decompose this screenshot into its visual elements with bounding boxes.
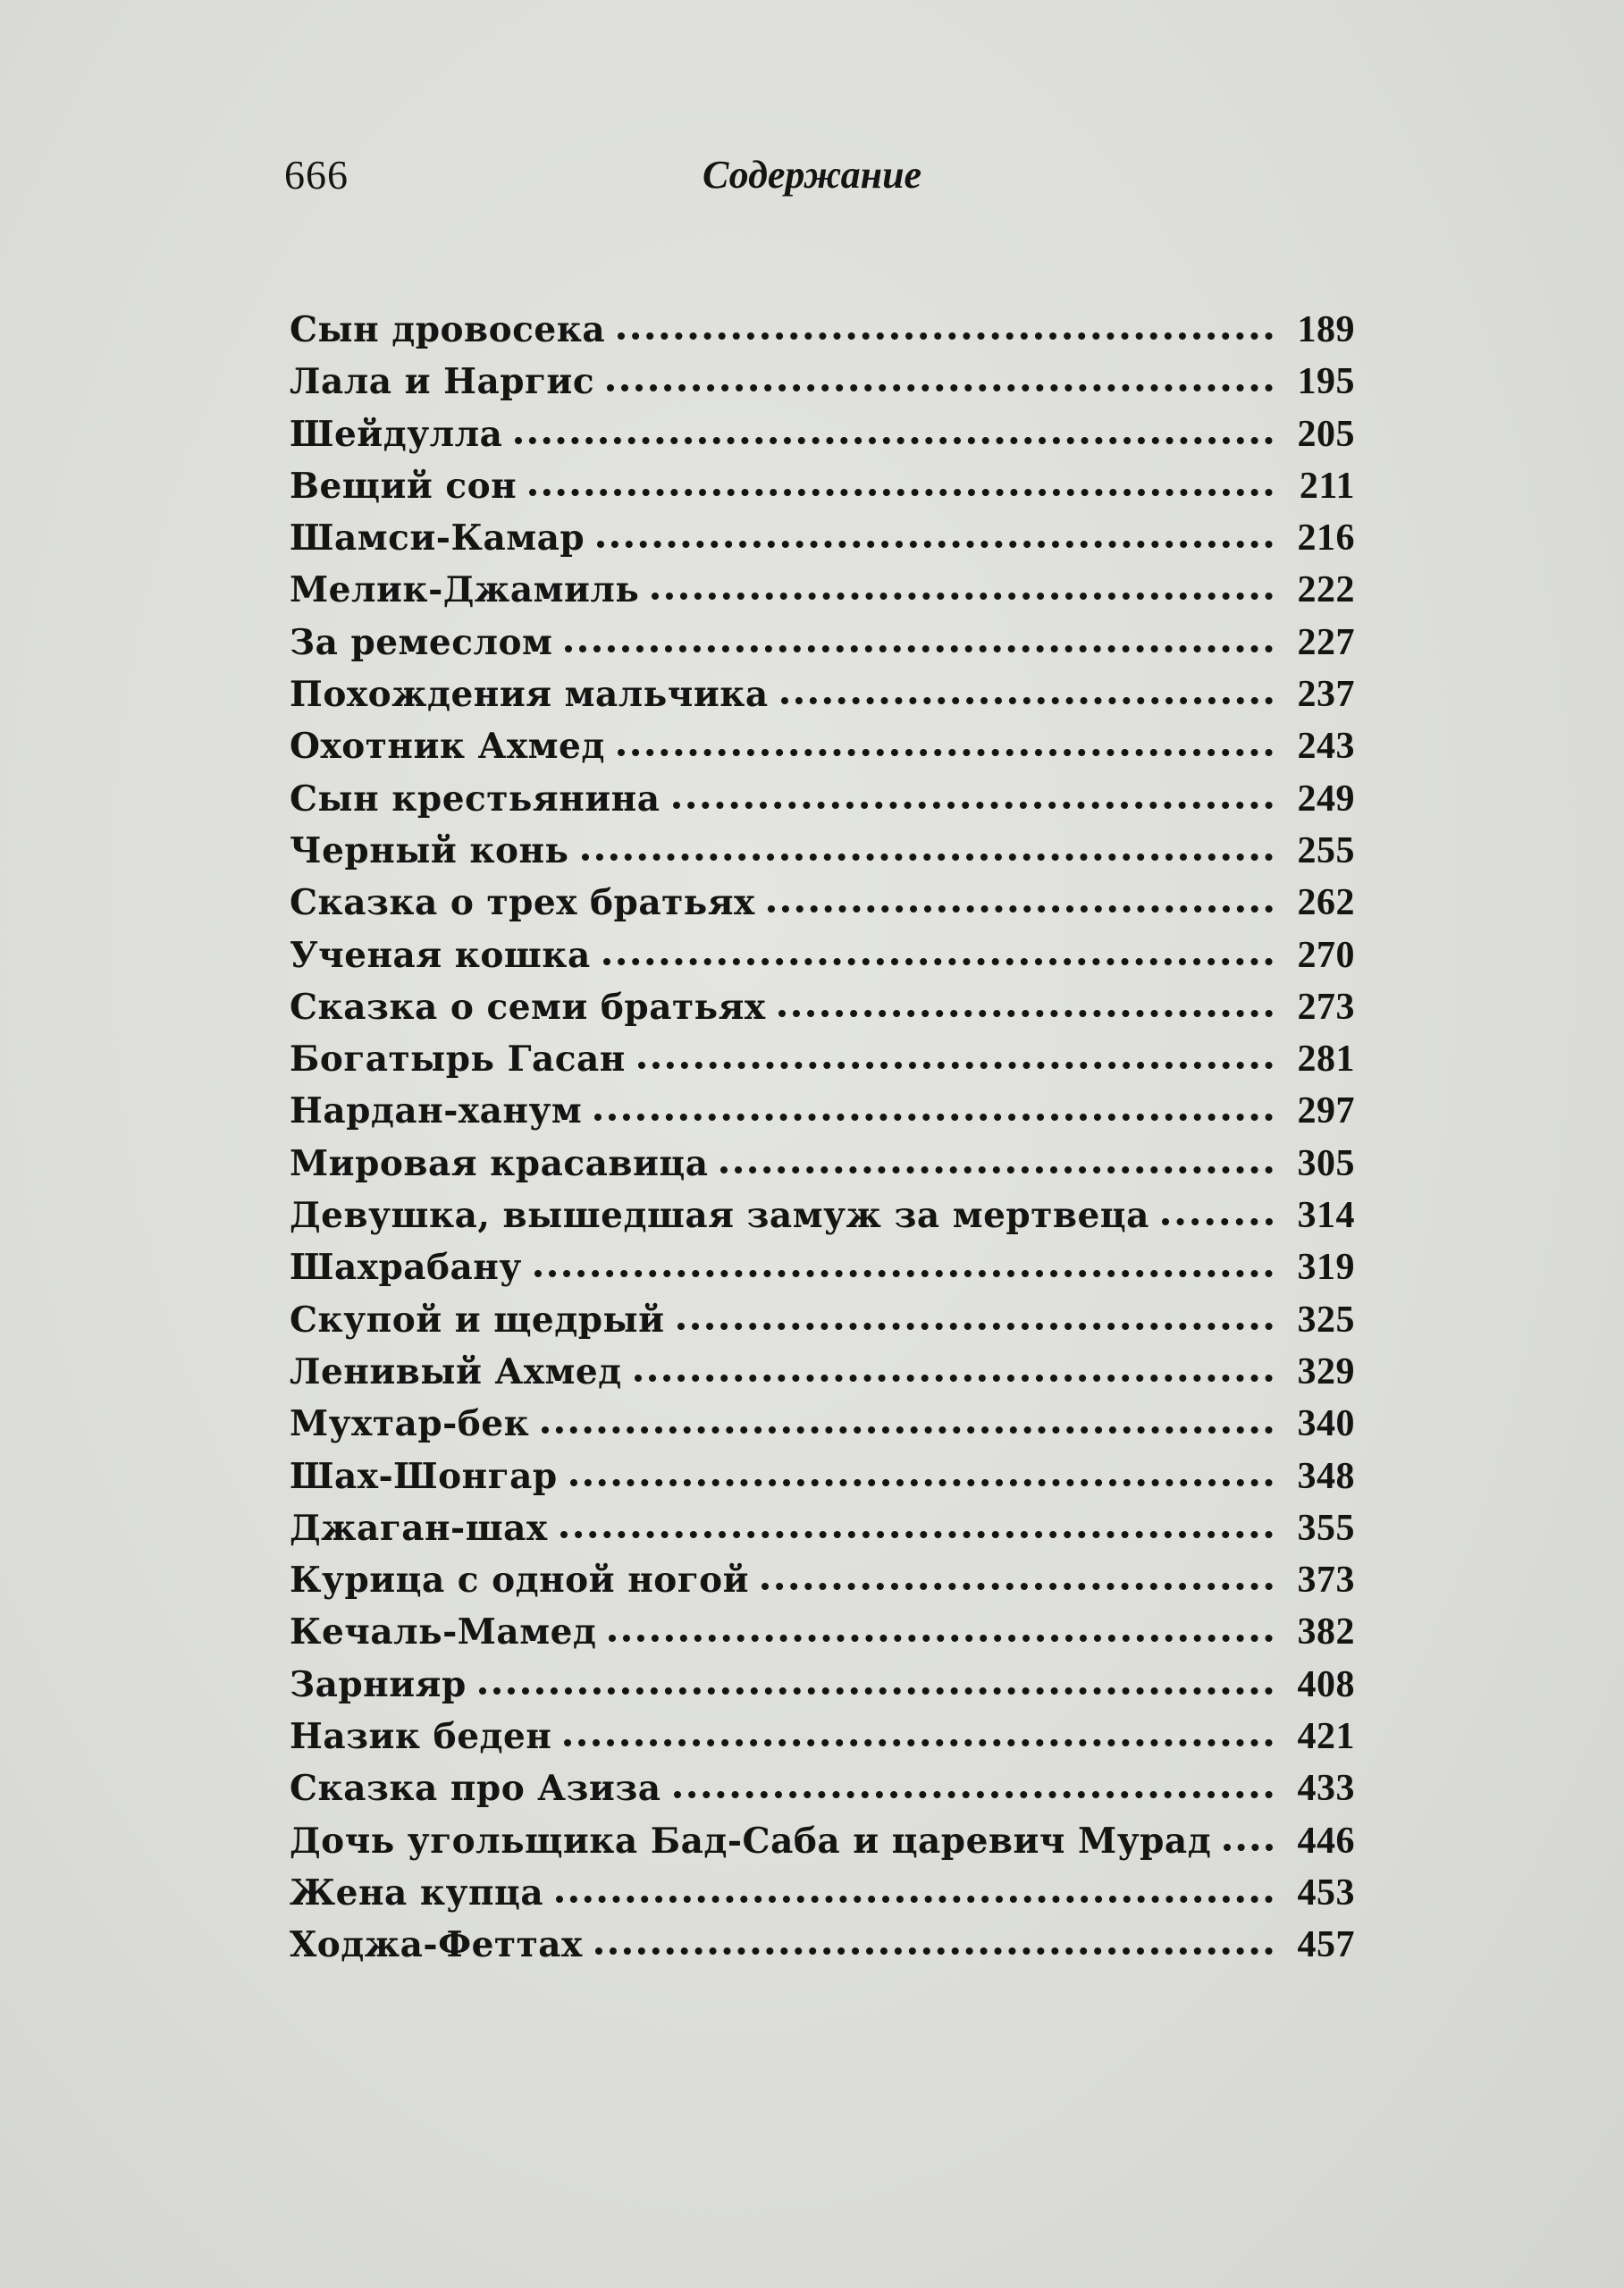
dot-leader	[677, 1323, 1273, 1330]
toc-entry-title: Шейдулла	[290, 413, 503, 455]
toc-entry-page-number: 373	[1297, 1560, 1355, 1602]
dot-leader	[673, 802, 1274, 809]
toc-entry-title: Нардан-ханум	[290, 1090, 583, 1132]
toc-entry-page-number: 382	[1297, 1611, 1355, 1653]
dot-leader	[762, 1583, 1273, 1590]
toc-entry-page-number: 305	[1297, 1142, 1355, 1184]
toc-entry	[290, 1663, 1355, 1715]
toc-entry-title: Богатырь Гасан	[290, 1039, 626, 1081]
toc-entry-page-number: 270	[1297, 934, 1355, 976]
dot-leader	[570, 1479, 1273, 1486]
toc-entry-title: Сказка о семи братьях	[290, 986, 766, 1028]
toc-entry	[290, 1350, 1355, 1402]
toc-entry-page-number: 355	[1297, 1507, 1355, 1549]
toc-entry	[290, 1767, 1355, 1819]
toc-entry	[290, 360, 1355, 412]
dot-leader	[560, 1531, 1273, 1538]
dot-leader	[609, 1635, 1273, 1642]
toc-entry-page-number: 408	[1297, 1663, 1355, 1705]
toc-entry	[290, 778, 1355, 829]
toc-entry-title: Жена купца	[290, 1872, 544, 1914]
toc-entry-page-number: 281	[1297, 1039, 1355, 1081]
toc-entry-page-number: 273	[1297, 986, 1355, 1028]
toc-entry-title: Сын дровосека	[290, 309, 606, 350]
dot-leader	[515, 437, 1273, 444]
toc-entry-page-number: 325	[1297, 1299, 1355, 1341]
toc-entry-page-number: 457	[1297, 1924, 1355, 1966]
dot-leader	[1162, 1218, 1273, 1225]
dot-leader	[597, 541, 1273, 548]
toc-entry-title: Шамси-Камар	[290, 517, 585, 559]
dot-leader	[582, 854, 1273, 861]
toc-entry-page-number: 319	[1297, 1247, 1355, 1289]
toc-entry-title: Кечаль-Мамед	[290, 1611, 597, 1653]
toc-entry-page-number: 297	[1297, 1090, 1355, 1132]
toc-entry	[290, 1559, 1355, 1611]
toc-entry-page-number: 216	[1297, 517, 1355, 559]
dot-leader	[674, 1791, 1273, 1798]
toc-entry	[290, 829, 1355, 881]
toc-entry-title: Курица с одной ногой	[290, 1560, 750, 1602]
dot-leader	[556, 1896, 1273, 1903]
page-number: 666	[284, 152, 349, 198]
dot-leader	[603, 958, 1273, 965]
table-of-contents	[290, 308, 1355, 1976]
toc-entry-title: Ходжа-Феттах	[290, 1924, 583, 1966]
toc-entry-title: За ремеслом	[290, 621, 553, 663]
dot-leader	[542, 1426, 1273, 1434]
toc-entry	[290, 517, 1355, 568]
dot-leader	[564, 1739, 1273, 1746]
dot-leader	[479, 1687, 1273, 1695]
toc-entry-page-number: 348	[1297, 1455, 1355, 1497]
toc-entry	[290, 1194, 1355, 1246]
dot-leader	[594, 1114, 1273, 1121]
toc-entry-page-number: 195	[1297, 361, 1355, 403]
toc-entry	[290, 725, 1355, 777]
toc-entry-page-number: 446	[1297, 1820, 1355, 1862]
toc-entry-page-number: 205	[1297, 413, 1355, 455]
toc-entry-page-number: 243	[1297, 726, 1355, 768]
toc-entry	[290, 986, 1355, 1038]
toc-entry	[290, 881, 1355, 933]
toc-entry-title: Вещий сон	[290, 465, 517, 507]
toc-entry	[290, 1872, 1355, 1923]
toc-entry-page-number: 340	[1297, 1403, 1355, 1445]
dot-leader	[618, 332, 1273, 340]
toc-entry-page-number: 453	[1297, 1872, 1355, 1914]
toc-entry	[290, 1820, 1355, 1872]
toc-entry-page-number: 421	[1297, 1716, 1355, 1758]
toc-entry-title: Дочь угольщика Бад-Саба и царевич Мурад	[290, 1820, 1212, 1862]
toc-entry	[290, 465, 1355, 517]
toc-entry	[290, 621, 1355, 673]
running-head: Содержание	[703, 153, 922, 197]
toc-entry	[290, 1923, 1355, 1975]
toc-entry	[290, 934, 1355, 986]
toc-entry-title: Похождения мальчика	[290, 674, 769, 716]
toc-entry	[290, 1299, 1355, 1350]
dot-leader	[565, 645, 1273, 652]
toc-entry-title: Мелик-Джамиль	[290, 569, 640, 611]
toc-entry-title: Назик беден	[290, 1716, 552, 1758]
dot-leader	[652, 593, 1273, 600]
toc-entry-title: Сказка про Азиза	[290, 1768, 661, 1810]
toc-entry-page-number: 237	[1297, 674, 1355, 716]
toc-entry-page-number: 255	[1297, 829, 1355, 871]
toc-entry	[290, 673, 1355, 725]
dot-leader	[778, 1010, 1273, 1017]
toc-entry	[290, 1507, 1355, 1559]
toc-entry-page-number: 433	[1297, 1768, 1355, 1810]
toc-entry-title: Черный конь	[290, 829, 569, 871]
toc-entry-page-number: 329	[1297, 1350, 1355, 1392]
toc-entry-title: Шахрабану	[290, 1247, 522, 1289]
toc-entry	[290, 308, 1355, 360]
toc-entry-page-number: 249	[1297, 778, 1355, 820]
toc-entry-title: Девушка, вышедшая замуж за мертвеца	[290, 1195, 1149, 1237]
dot-leader	[534, 1270, 1273, 1277]
toc-entry-page-number: 211	[1299, 465, 1355, 507]
toc-entry	[290, 568, 1355, 620]
dot-leader	[529, 489, 1273, 496]
toc-entry	[290, 413, 1355, 465]
dot-leader	[635, 1375, 1273, 1382]
toc-entry-page-number: 227	[1297, 621, 1355, 663]
toc-entry	[290, 1246, 1355, 1298]
dot-leader	[781, 697, 1273, 704]
dot-leader	[768, 905, 1273, 913]
toc-entry-title: Джаган-шах	[290, 1507, 548, 1549]
dot-leader	[607, 384, 1273, 391]
toc-entry-title: Зарнияр	[290, 1663, 467, 1705]
toc-entry	[290, 1715, 1355, 1767]
dot-leader	[720, 1166, 1273, 1173]
dot-leader	[638, 1062, 1273, 1069]
toc-entry-title: Скупой и щедрый	[290, 1299, 665, 1341]
toc-entry	[290, 1455, 1355, 1507]
toc-entry	[290, 1142, 1355, 1194]
toc-entry-title: Охотник Ахмед	[290, 726, 605, 768]
dot-leader	[1224, 1844, 1273, 1851]
toc-entry-title: Ученая кошка	[290, 934, 591, 976]
toc-entry-page-number: 314	[1297, 1195, 1355, 1237]
toc-entry-title: Сын крестьянина	[290, 778, 661, 820]
toc-entry	[290, 1038, 1355, 1089]
toc-entry	[290, 1611, 1355, 1662]
toc-entry	[290, 1402, 1355, 1454]
toc-entry-title: Ленивый Ахмед	[290, 1350, 622, 1392]
toc-entry-page-number: 262	[1297, 882, 1355, 924]
toc-entry-page-number: 189	[1297, 309, 1355, 350]
toc-entry-page-number: 222	[1297, 569, 1355, 611]
dot-leader	[618, 749, 1273, 756]
toc-entry-title: Шах-Шонгар	[290, 1455, 558, 1497]
dot-leader	[595, 1947, 1273, 1955]
toc-entry-title: Мировая красавица	[290, 1142, 709, 1184]
toc-entry-title: Мухтар-бек	[290, 1403, 530, 1445]
toc-entry-title: Лала и Наргис	[290, 361, 595, 403]
toc-entry-title: Сказка о трех братьях	[290, 882, 755, 924]
toc-entry	[290, 1089, 1355, 1141]
